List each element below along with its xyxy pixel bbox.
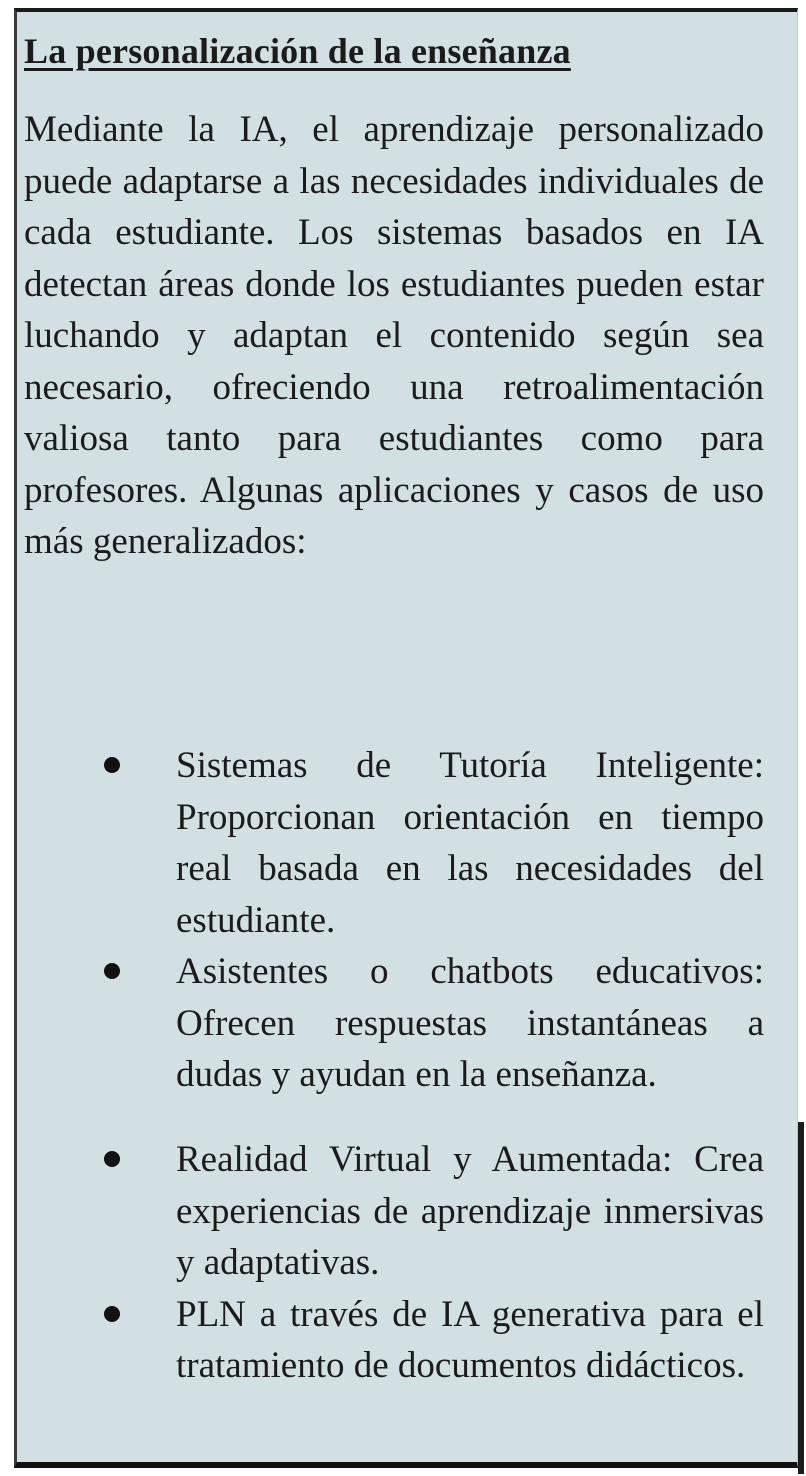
list-item-text: Sistemas de Tutoría Inteligente: Proporcionan orientación en tiempo real basada en las necesidades del estudiante. — [176, 745, 764, 941]
use-case-list — [24, 740, 764, 1101]
bullet-icon — [104, 1306, 120, 1322]
use-case-list-continued — [24, 1134, 764, 1392]
list-item — [24, 740, 764, 946]
list-item-text: Realidad Virtual y Aumentada: Crea experiencias de aprendizaje inmersivas y adaptativas. — [176, 1139, 764, 1283]
intro-paragraph: Mediante la IA, el aprendizaje personalizado puede adaptarse a las necesidades individuales de cada estudiante. Los sistemas basados en IA detectan áreas donde los estudiantes pueden estar luchando y adaptan el contenido según sea necesario, ofreciendo una retroalimentación valiosa tanto para estudiantes como para profesores. Algunas aplicaciones y casos de uso más generalizados: — [24, 109, 764, 562]
bullet-icon — [104, 757, 120, 773]
box-shadow-edge — [798, 1122, 804, 1474]
list-item — [24, 946, 764, 1101]
list-item — [24, 1289, 764, 1392]
section-title: La personalización de la enseñanza — [24, 31, 571, 71]
bullet-icon — [104, 963, 120, 979]
list-item-text: PLN a través de IA generativa para el tratamiento de documentos didácticos. — [176, 1293, 764, 1386]
list-item — [24, 1134, 764, 1289]
bullet-icon — [104, 1151, 120, 1167]
list-item-text: Asistentes o chatbots educativos: Ofrecen respuestas instantáneas a dudas y ayudan en la enseñanza. — [176, 951, 764, 1095]
text-box-content — [24, 28, 764, 1386]
